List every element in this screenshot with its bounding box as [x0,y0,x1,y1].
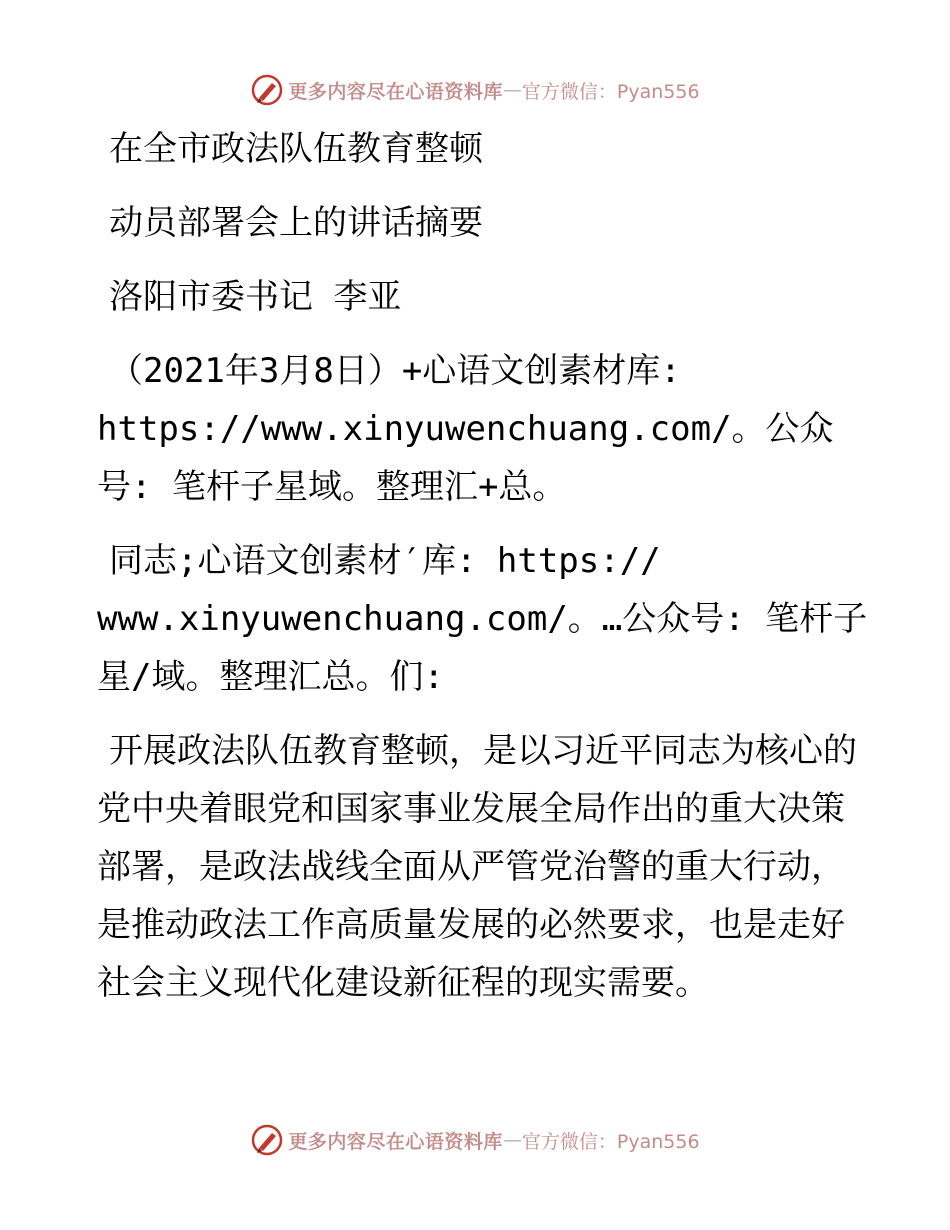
banner-dash: — [502,79,522,101]
banner-wechat: 官方微信：Pyan556 [521,80,700,103]
footer-banner [0,1120,950,1160]
watermark-paragraph-2: www.xinyuwenchuang.com/。…公众号: 笔杆子星/域。整理汇总。们: [97,599,868,697]
pen-logo-icon [250,73,284,107]
footer-banner-wechat: 官方微信：Pyan556 [521,1130,700,1153]
banner-text: 更多内容尽在心语资料库 [288,80,503,103]
salutation-line: 同志;心语文创素材′库: https:// [109,541,661,581]
document-body [97,120,877,1028]
header-banner [0,70,950,110]
footer-banner-text: 更多内容尽在心语资料库 [288,1130,503,1153]
author-line: 洛阳市委书记 李亚 [109,277,402,317]
watermark-paragraph-1: https://www.xinyuwenchuang.com/。公众号: 笔杆子星域。整理汇+总。 [97,409,834,507]
title-line-1: 在全市政法队伍教育整顿 [109,129,483,169]
body-paragraph: 开展政法队伍教育整顿，是以习近平同志为核心的党中央着眼党和国家事业发展全局作出的重大决策部署，是政法战线全面从严管党治警的重大行动，是推动政法工作高质量发展的必然要求，也是走好社会主义现代化建设新征程的现实需要。 [97,731,857,1003]
pen-logo-icon [250,1123,284,1157]
date-line: （2021年3月8日）+心语文创素材库: [109,351,681,391]
footer-banner-dash: — [502,1129,522,1151]
title-line-2: 动员部署会上的讲话摘要 [109,203,483,243]
